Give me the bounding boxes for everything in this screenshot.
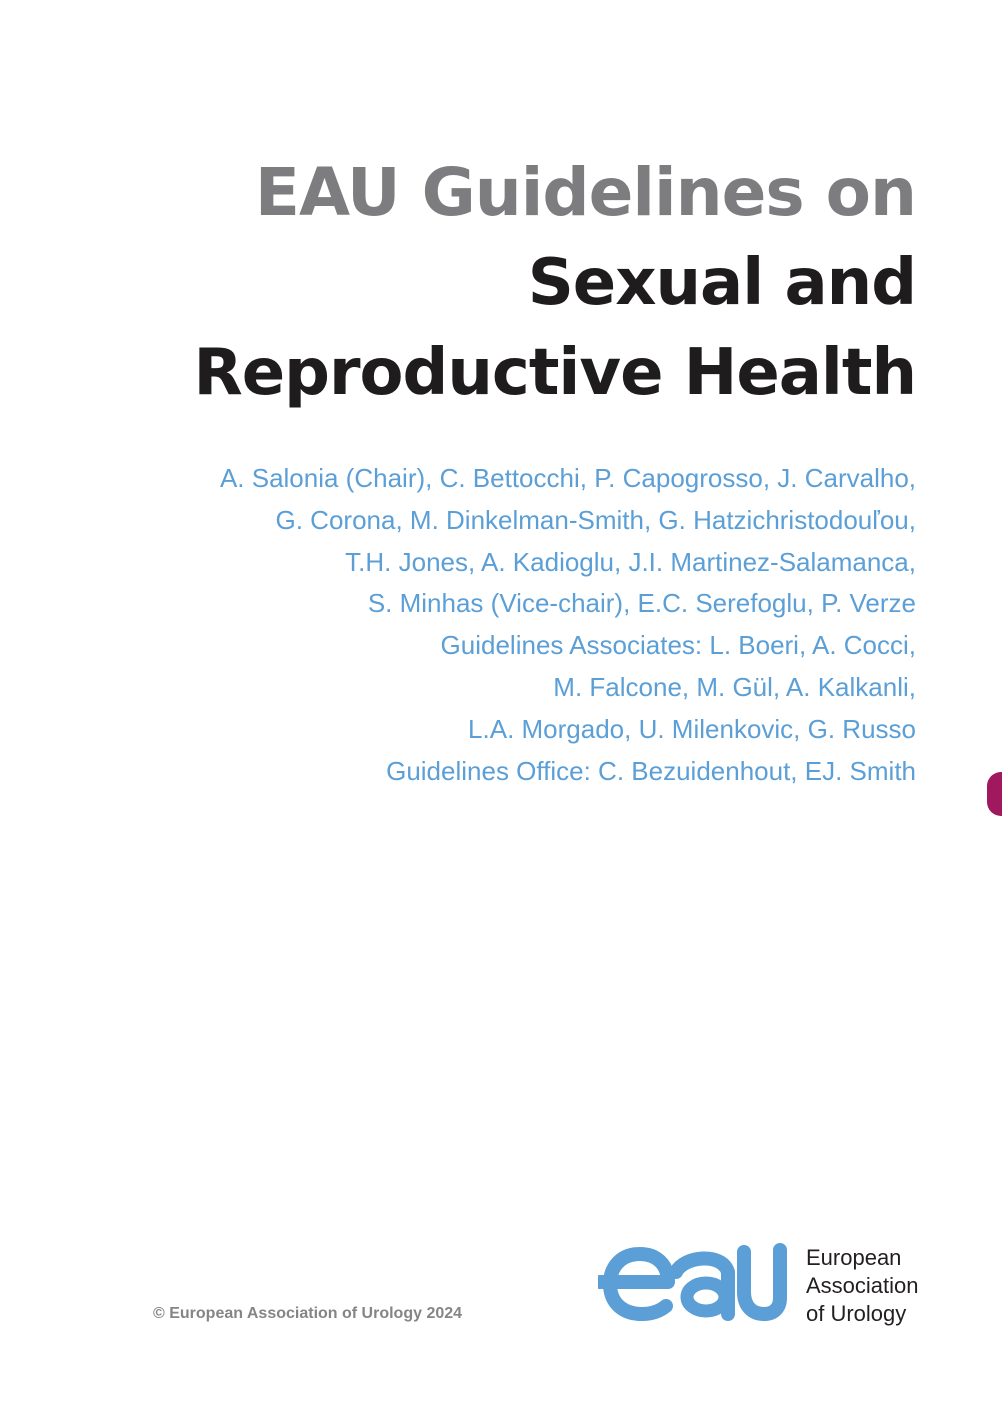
title-block [193,148,916,418]
logo-letter-e [600,1254,668,1314]
author-line: T.H. Jones, A. Kadioglu, J.I. Martinez-Salamanca, [345,546,916,577]
logo-text-line-3: of Urology [806,1301,907,1326]
copyright-notice: © European Association of Urology 2024 [153,1305,463,1322]
author-line: S. Minhas (Vice-chair), E.C. Serefoglu, P. Verze [367,588,916,619]
author-line: G. Corona, M. Dinkelman-Smith, G. Hatzichristodouľou, [275,504,916,535]
author-line: A. Salonia (Chair), C. Bettocchi, P. Capogrosso, J. Carvalho, [219,463,916,493]
author-line: Guidelines Associates: L. Boeri, A. Cocci, [440,630,916,661]
author-line: M. Falcone, M. Gül, A. Kalkanli, [553,671,916,702]
author-line: Guidelines Office: C. Bezuidenhout, EJ. Smith [386,755,916,786]
logo-letter-a-bowl [687,1283,725,1311]
logo-wordmark [806,1244,919,1328]
author-list [220,458,916,792]
author-line: L.A. Morgado, U. Milenkovic, G. Russo [468,713,916,744]
title-prefix: EAU Guidelines on [254,154,916,231]
title-line-1: Sexual and [527,246,916,320]
logo-letter-u [744,1250,780,1314]
title-line-2: Reproductive Health [193,336,916,410]
logo-mark-text: eau [598,1242,600,1243]
section-tab-marker [987,772,1002,816]
eau-logo-mark [598,1242,788,1326]
logo-text-line-1: European [806,1245,902,1270]
logo-text-line-2: Association [806,1273,919,1298]
